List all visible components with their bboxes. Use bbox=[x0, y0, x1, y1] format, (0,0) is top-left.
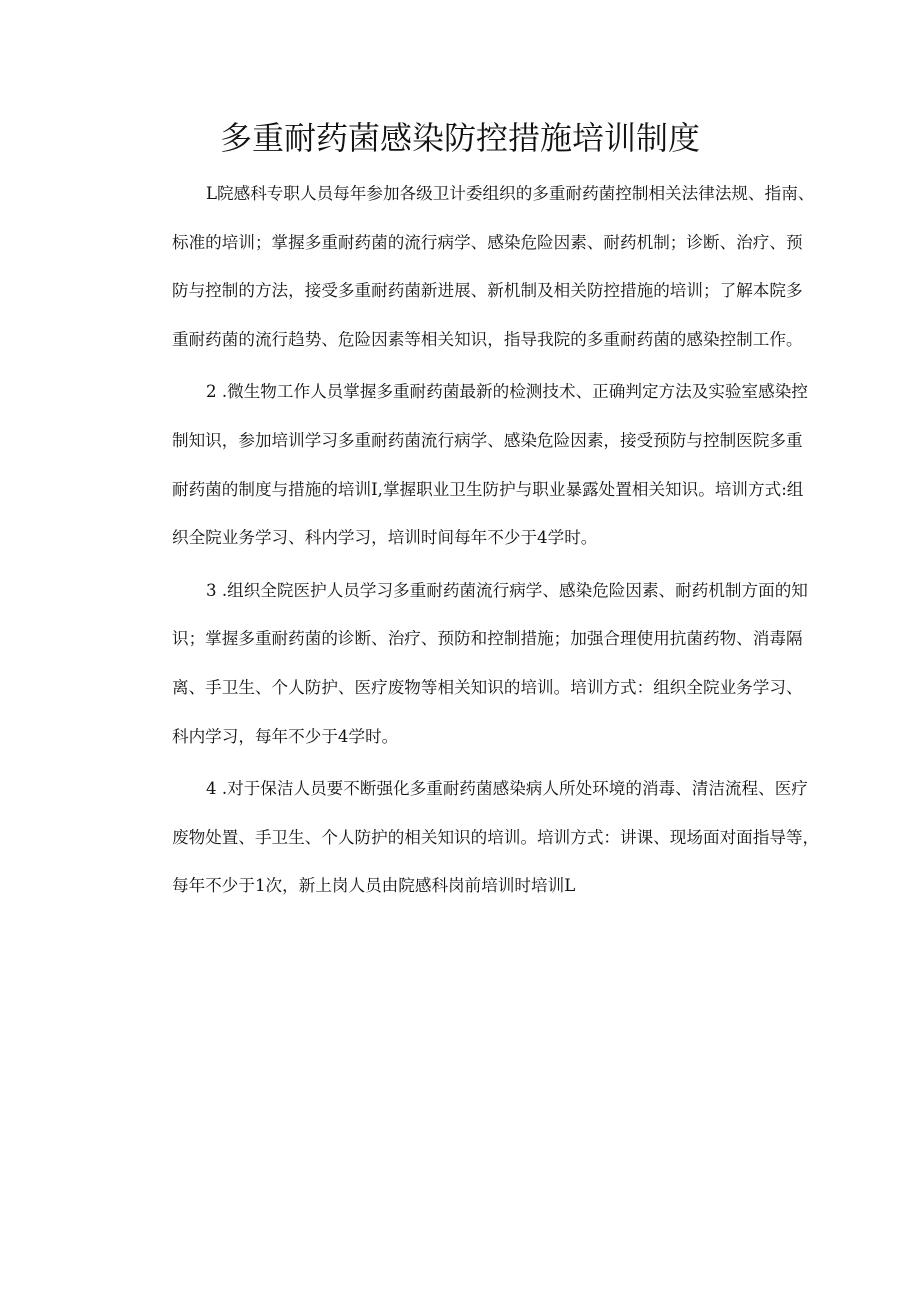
paragraph-line: 防与控制的方法，接受多重耐药菌新进展、新机制及相关防控措施的培训；了解本院多 bbox=[172, 281, 803, 301]
paragraph-line: 耐药菌的制度与措施的培训I,掌握职业卫生防护与职业暴露处置相关知识。培训方式:组 bbox=[172, 479, 804, 499]
paragraph-line: 4 .对于保洁人员要不断强化多重耐药菌感染病人所处环境的消毒、清洁流程、医疗 bbox=[206, 779, 808, 799]
document-title: 多重耐药菌感染防控措施培训制度 bbox=[219, 119, 700, 157]
paragraph-3 bbox=[138, 567, 808, 761]
paragraph-line: 离、手卫生、个人防护、医疗废物等相关知识的培训。培训方式：组织全院业务学习、 bbox=[172, 677, 803, 697]
paragraph-1 bbox=[138, 170, 815, 364]
paragraph-line: 重耐药菌的流行趋势、危险因素等相关知识，指导我院的多重耐药菌的感染控制工作。 bbox=[172, 329, 803, 349]
paragraph-line: 识；掌握多重耐药菌的诊断、治疗、预防和控制措施；加强合理使用抗菌药物、消毒隔 bbox=[172, 629, 803, 649]
paragraph-line: 制知识，参加培训学习多重耐药菌流行病学、感染危险因素，接受预防与控制医院多重 bbox=[172, 430, 803, 450]
paragraph-line: 3 .组织全院医护人员学习多重耐药菌流行病学、感染危险因素、耐药机制方面的知 bbox=[206, 580, 808, 600]
paragraph-line: 织全院业务学习、科内学习，培训时间每年不少于4学时。 bbox=[172, 528, 598, 548]
paragraph-line: 废物处置、手卫生、个人防护的相关知识的培训。培训方式：讲课、现场面对面指导等， bbox=[172, 827, 820, 847]
paragraph-line: 标准的培训；掌握多重耐药菌的流行病学、感染危险因素、耐药机制；诊断、治疗、预 bbox=[172, 232, 803, 252]
document-body bbox=[138, 170, 820, 915]
paragraph-line: 科内学习，每年不少于4学时。 bbox=[172, 726, 399, 746]
paragraph-4 bbox=[138, 765, 820, 911]
paragraph-line: 2 .微生物工作人员掌握多重耐药菌最新的检测技术、正确判定方法及实验室感染控 bbox=[206, 382, 808, 402]
paragraph-line: L院感科专职人员每年参加各级卫计委组织的多重耐药菌控制相关法律法规、指南、 bbox=[206, 184, 815, 203]
paragraph-2 bbox=[138, 368, 808, 562]
paragraph-line: 每年不少于1次，新上岗人员由院感科岗前培训时培训L bbox=[172, 876, 576, 896]
